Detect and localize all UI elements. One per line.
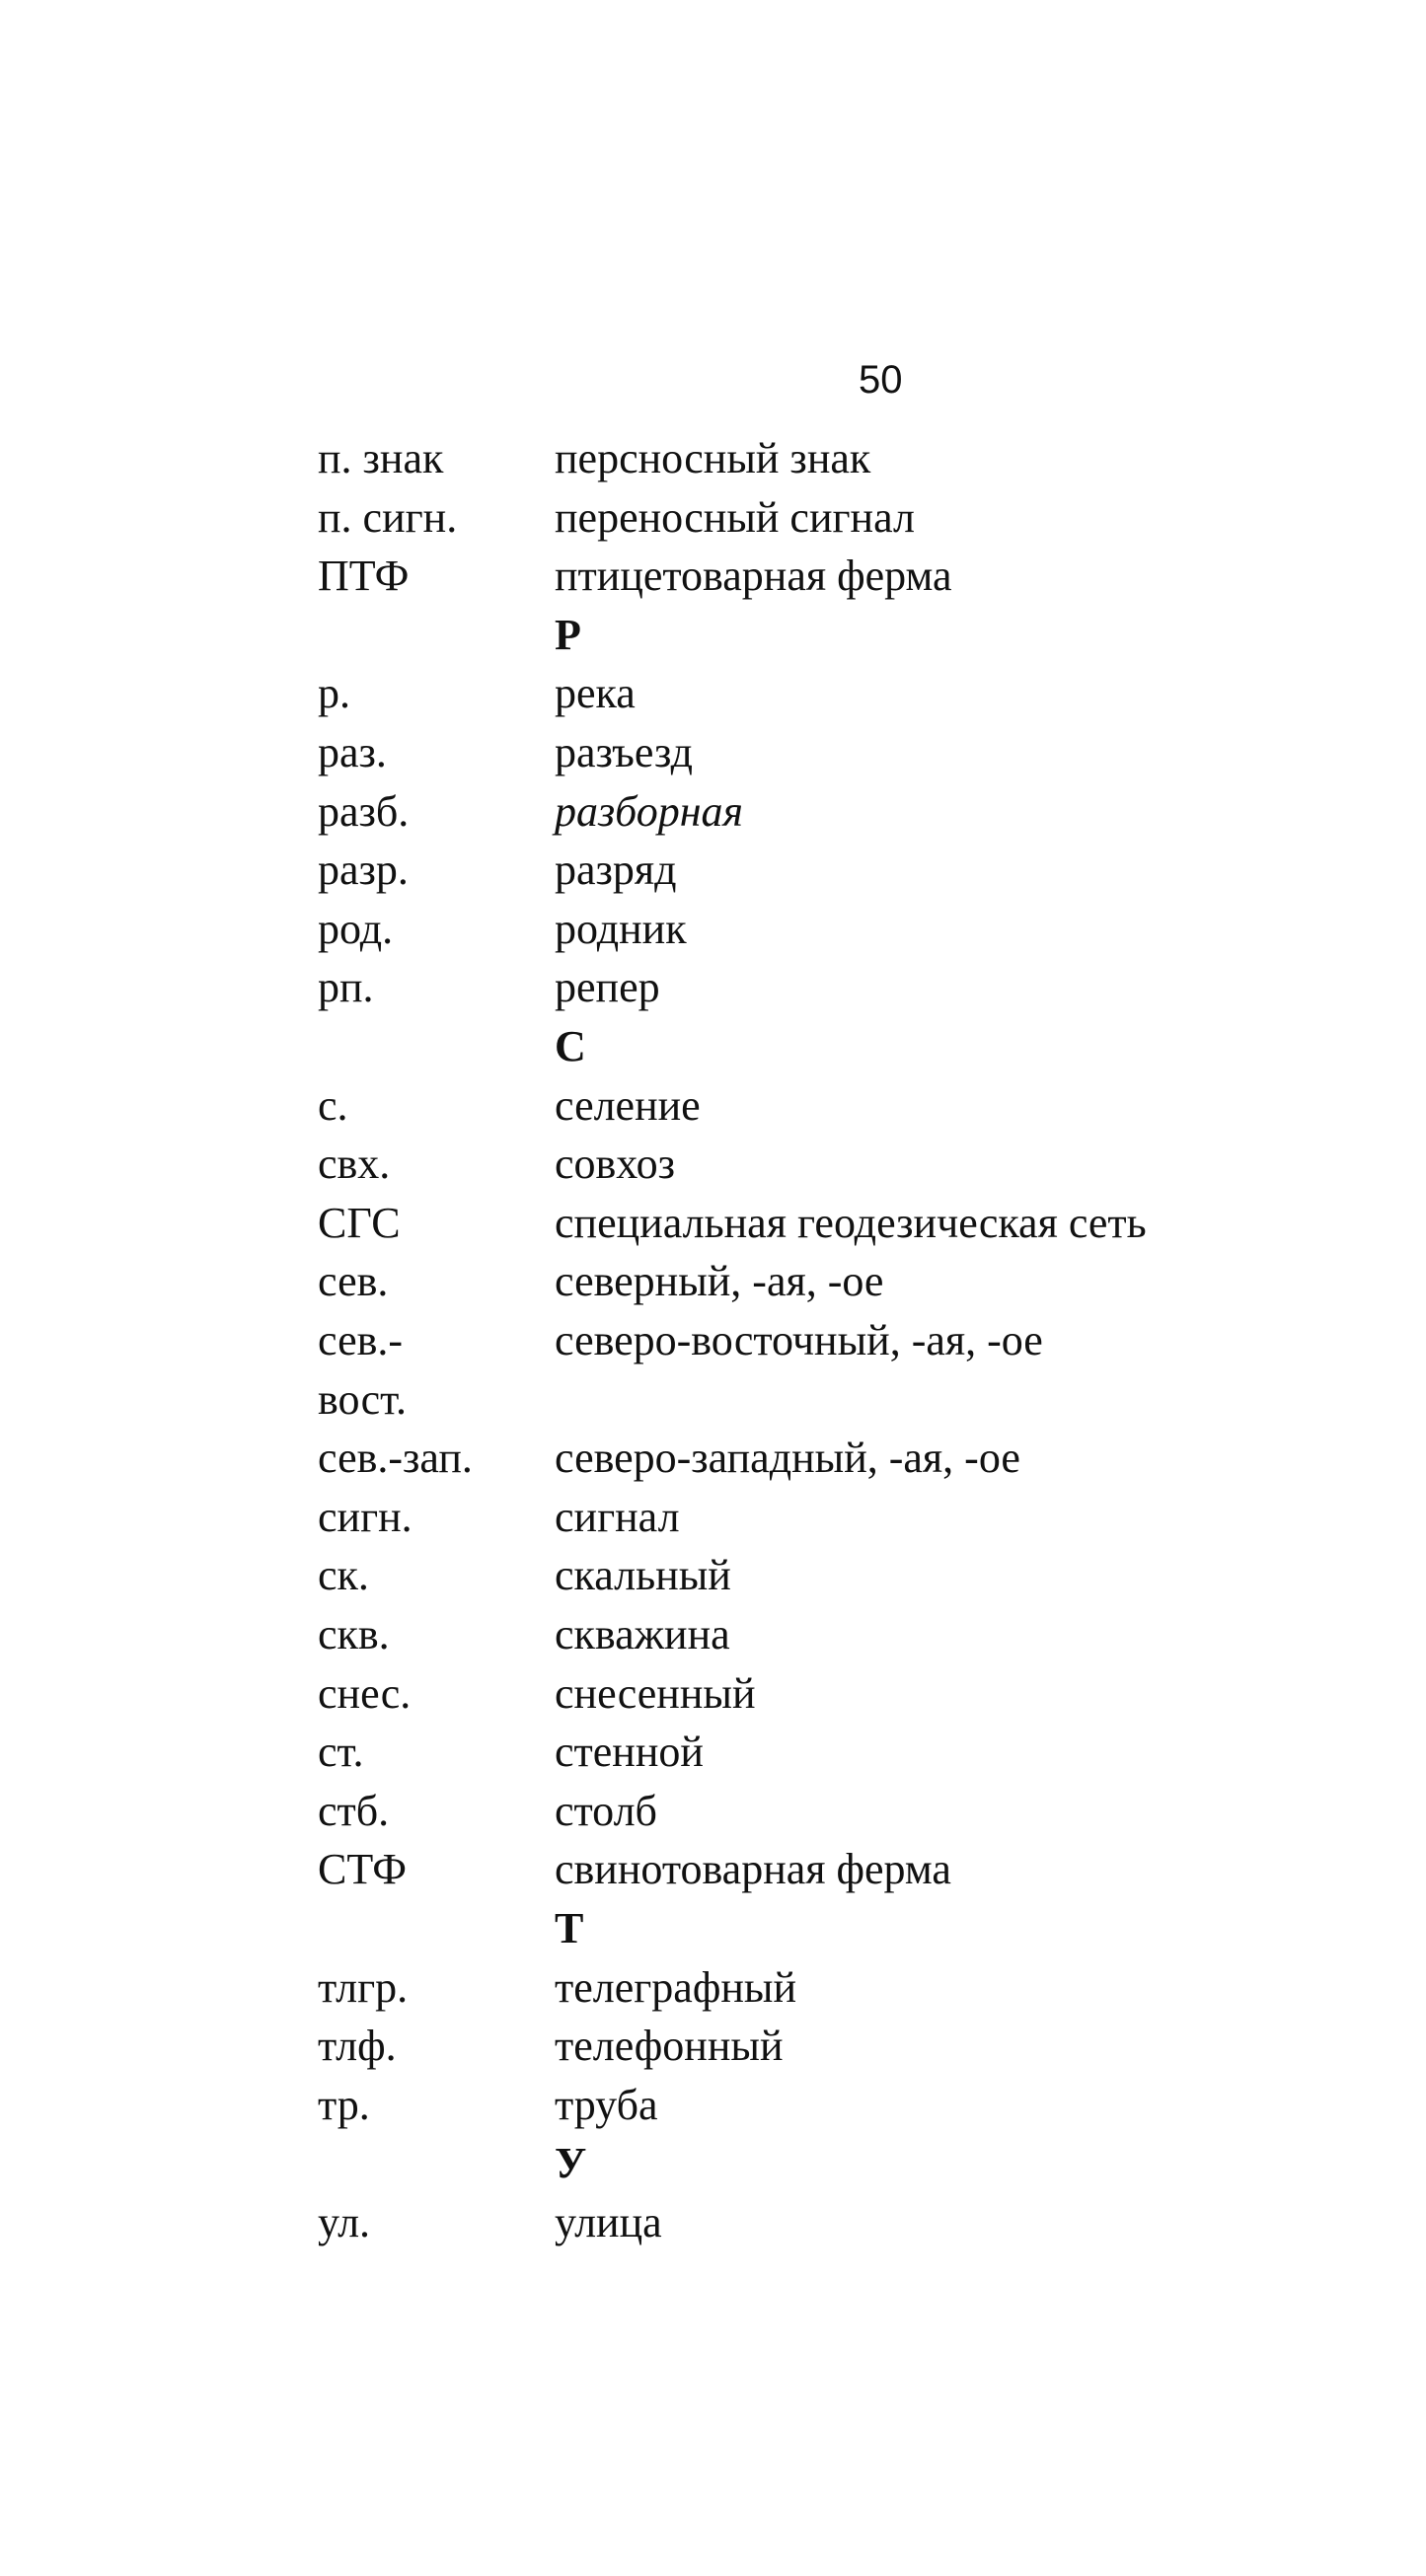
abbreviation: вост. [318,1375,408,1424]
definition: разъезд [555,728,693,776]
section-letter: Т [555,1904,584,1952]
definition: персносный знак [555,434,871,482]
definition: репер [555,963,660,1011]
abbreviation: с. [318,1081,348,1130]
abbreviation: разр. [318,846,409,894]
abbreviation: род. [318,905,394,953]
abbreviation: СГС [318,1199,401,1247]
definition: селение [555,1081,701,1130]
abbreviation: рп. [318,963,374,1011]
definition: сигнал [555,1493,680,1541]
definition: разборная [555,787,743,836]
definition: северо-восточный, -ая, -ое [555,1316,1043,1364]
abbreviation: стб. [318,1787,390,1835]
section-letter: Р [555,611,581,659]
definition: скважина [555,1610,730,1658]
definition: труба [555,2081,658,2129]
definition: северный, -ая, -ое [555,1257,884,1305]
definition: телеграфный [555,1963,796,2012]
abbreviation: ст. [318,1728,364,1776]
definition: северо-западный, -ая, -ое [555,1434,1020,1482]
definition: переносный сигнал [555,493,915,542]
abbreviation: р. [318,669,350,717]
definition: совхоз [555,1140,676,1188]
definition: свинотоварная ферма [555,1845,951,1893]
abbreviation: раз. [318,728,387,776]
abbreviation: тлгр. [318,1963,409,2012]
definition: разряд [555,846,677,894]
abbreviation: тр. [318,2081,370,2129]
abbreviation: ск. [318,1551,369,1599]
definition: скальный [555,1551,731,1599]
abbreviation: ПТФ [318,552,410,600]
definition: телефонный [555,2022,784,2070]
definition: специальная геодезическая сеть [555,1199,1147,1247]
abbreviation: снес. [318,1669,412,1718]
abbreviation: СТФ [318,1845,408,1893]
abbreviation: сев. [318,1257,389,1305]
page-number: 50 [859,358,903,402]
definition: столб [555,1787,657,1835]
definition: родник [555,905,687,953]
abbreviation: п. сигн. [318,493,458,542]
definition: снесенный [555,1669,756,1718]
definition: улица [555,2198,662,2246]
abbreviation: разб. [318,787,410,836]
section-letter: С [555,1022,586,1070]
abbreviation: свх. [318,1140,391,1188]
abbreviation: сев.-зап. [318,1434,473,1482]
abbreviation: сев.- [318,1316,404,1364]
definition: стенной [555,1728,704,1776]
abbreviation: ул. [318,2198,371,2246]
section-letter: У [555,2139,587,2187]
definition: река [555,669,636,717]
abbreviation: скв. [318,1610,390,1658]
abbreviation: п. знак [318,434,444,482]
abbreviation: сигн. [318,1493,413,1541]
abbreviation: тлф. [318,2022,397,2070]
definition: птицетоварная ферма [555,552,952,600]
